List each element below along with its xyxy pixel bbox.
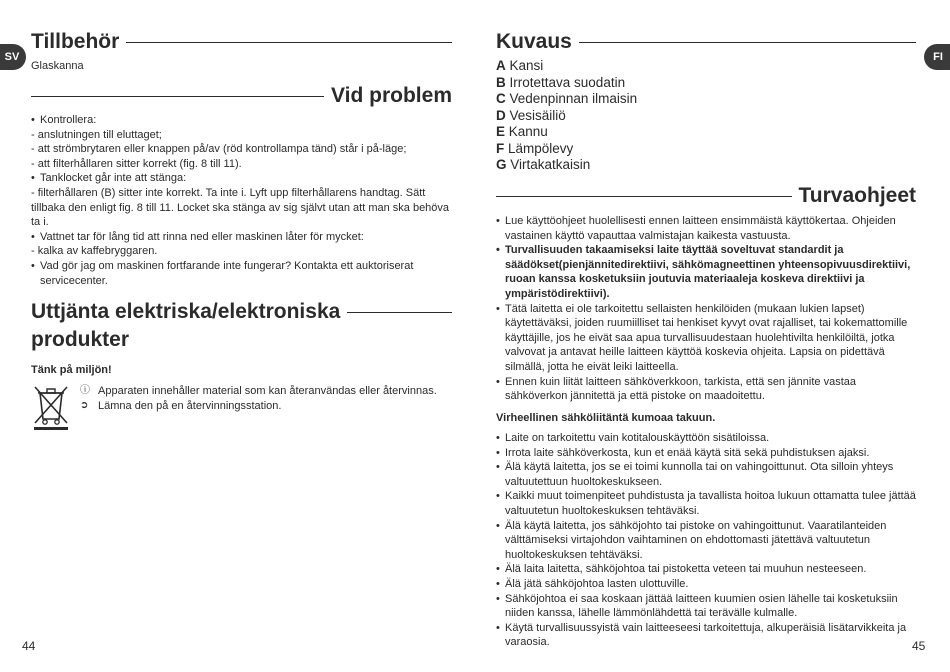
list-item [80,399,440,414]
weee-heading [31,298,452,354]
list-item: E Kannu [496,124,548,139]
problems-heading-row [31,84,452,108]
recycle-arrow-icon: ➲ [80,399,89,411]
list-item: • Älä käytä laitetta, jos sähköjohto tai pistoke on vahingoittunut. Vaaratilanteiden välttämiseksi virtajohdon vaihtaminen on ehdottomasti jätettävä valtuutetun huoltokeskuksen tehtäväksi. [496,519,916,563]
heading-rule [347,312,452,313]
safety-list-a [496,214,916,404]
crossed-bin-icon [31,383,71,431]
safety-title: Turvaohjeet [798,184,916,207]
list-item: • Lue käyttöohjeet huolellisesti ennen laitteen ensimmäistä käyttökertaa. Ohjeiden vastainen käyttö vapauttaa valmistajan kaikesta vastuusta. [496,214,916,243]
list-item: • Tätä laitetta ei ole tarkoitettu sellaisten henkilöiden (mukaan lukien lapset) käytettäväksi, joiden ruumiilliset tai henkiset kyvyt ovat rajalliset, tai kokemattomille käyttäjille, jos he eivät saa apua turvallisuudestaan huolehtivilta henkilöiltä, jotka valvovat ja antavat heille laitteen käyttöä koskevia ohjeita. Lapsia on pidettävä silmällä, jotta he eivät leiki laitteella. [496,302,916,375]
weee-title-line2: produkter [31,328,130,351]
list-item: C Vedenpinnan ilmaisin [496,91,638,106]
list-item: • Käytä turvallisuussyistä vain laitteeseesi tarkoitettuja, alkuperäisiä lisätarvikkeita ja varaosia. [496,621,916,650]
weee-title-line1: Uttjänta elektriska/elektroniska [31,300,341,323]
list-item-text: Apparaten innehåller material som kan återanvändas eller återvinnas. [98,385,437,397]
list-item: - anslutningen till eluttaget; [31,128,162,141]
description-title: Kuvaus [496,30,572,53]
problems-list [31,113,451,288]
page-number: 45 [912,639,926,653]
language-tab-fi: FI [924,44,950,70]
right-page [475,0,950,672]
info-icon: ⓘ [80,385,90,396]
list-item: • Tanklocket går inte att stänga: [31,171,451,186]
list-item: • Turvallisuuden takaamiseksi laite täyttää soveltuvat standardit ja säädökset(pienjännitedirektiivi, sähkömagneettinen yhteensopivuusdirektiivi, ruoan kanssa kosketuksiin joutuvia materiaaleja koskeva direktiivi ja ympäristödirektiivi). [496,243,916,301]
list-item: • Vad gör jag om maskinen fortfarande inte fungerar? Kontakta ett auktoriserat servicecenter. [31,259,451,288]
heading-rule [31,96,324,97]
list-item: • Irrota laite sähköverkosta, kun et enää käytä sitä sekä puhdistuksen ajaksi. [496,446,916,461]
list-item: A Kansi [496,58,544,73]
environment-subtitle: Tänk på miljön! [31,364,112,376]
list-item: • Sähköjohtoa ei saa koskaan jättää laitteen kuumien osien lähelle tai kosketuksiin niiden kanssa, lähelle lämmönlähdettä tai terävälle kulmalle. [496,592,916,621]
list-item: - att filterhållaren sitter korrekt (fig. 8 till 11). [31,157,242,170]
description-heading-row [496,30,916,54]
list-item: G Virtakatkaisin [496,157,591,172]
list-item: F Lämpölevy [496,140,574,156]
list-item-text: Lämna den på en återvinningsstation. [98,399,282,412]
list-item: • Vattnet tar för lång tid att rinna ned eller maskinen låter för mycket: [31,230,451,245]
heading-rule [579,42,916,43]
safety-heading-row [496,184,916,208]
environment-list [80,384,440,413]
accessories-title: Tillbehör [31,30,120,53]
parts-list [496,58,637,174]
problems-title: Vid problem [331,84,452,107]
warranty-warning: Virheellinen sähköliitäntä kumoaa takuun. [496,412,716,424]
list-item: • Älä käytä laitetta, jos se ei toimi kunnolla tai on vahingoittunut. Ota silloin yhteys valtuutettuun huoltokeskukseen. [496,460,916,489]
list-item [80,384,440,399]
list-item: • Kaikki muut toimenpiteet puhdistusta ja tavallista hoitoa lukuun ottamatta tulee jättää valtuutetun huoltokeskuksen tehtäväksi. [496,489,916,518]
list-item: • Laite on tarkoitettu vain kotitalouskäyttöön sisätiloissa. [496,431,916,446]
list-item: D Vesisäiliö [496,107,566,123]
page-number: 44 [22,639,36,653]
accessories-heading-row [31,30,452,54]
list-item: - att strömbrytaren eller knappen på/av (röd kontrollampa tänd) står i på-läge; [31,143,407,156]
list-item: • Kontrollera: [31,113,451,128]
safety-list-b [496,431,916,650]
language-tab-sv: SV [0,44,26,70]
list-item: • Älä laita laitetta, sähköjohtoa tai pistoketta veteen tai muuhun nesteeseen. [496,562,916,577]
list-item: - kalka av kaffebryggaren. [31,245,158,258]
list-item: • Älä jätä sähköjohtoa lasten ulottuville. [496,577,916,592]
list-item: • Ennen kuin liität laitteen sähköverkkoon, tarkista, että sen jännite vastaa sähköverkon jännitettä ja että pistoke on maadoitettu. [496,375,916,404]
heading-rule [126,42,452,43]
accessories-item: Glaskanna [31,60,84,72]
list-item: B Irrotettava suodatin [496,74,626,90]
heading-rule [496,196,792,197]
list-item: - filterhållaren (B) sitter inte korrekt. Ta inte i. Lyft upp filterhållarens handtag. Sätt tillbaka den enligt fig. 8 till 11. Locket ska stänga av sig självt utan att man ska behöva ta i. [31,186,450,229]
